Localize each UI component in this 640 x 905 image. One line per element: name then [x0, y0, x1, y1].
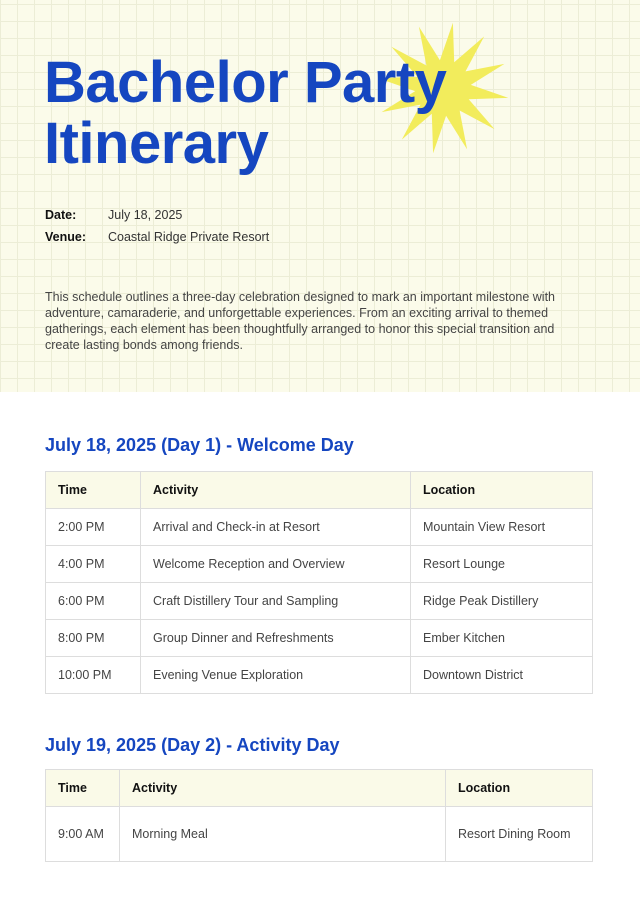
col-activity: Activity [141, 472, 411, 509]
table-row [46, 807, 593, 862]
title-line-2: Itinerary [44, 111, 269, 176]
cell-time: 2:00 PM [46, 509, 141, 546]
cell-time: 9:00 AM [46, 807, 120, 862]
day1-table [45, 471, 593, 694]
cell-time: 6:00 PM [46, 583, 141, 620]
table-row [46, 657, 593, 694]
table-row [46, 583, 593, 620]
day2-table [45, 769, 593, 862]
cell-activity: Craft Distillery Tour and Sampling [141, 583, 411, 620]
cell-location: Ridge Peak Distillery [411, 583, 593, 620]
intro-paragraph: This schedule outlines a three-day celebration designed to mark an important milestone with adventure, camaraderie, and unforgettable experiences. From an exciting arrival to themed gatherings, each element has been thoughtfully arranged to honor this special transition and create lasting bonds among friends. [45, 290, 555, 352]
col-activity: Activity [120, 770, 446, 807]
cell-time: 4:00 PM [46, 546, 141, 583]
cell-location: Downtown District [411, 657, 593, 694]
header-section [0, 0, 640, 392]
col-location: Location [411, 472, 593, 509]
venue-value: Coastal Ridge Private Resort [108, 230, 270, 244]
table-row [46, 546, 593, 583]
cell-activity: Morning Meal [120, 807, 446, 862]
table-header [46, 472, 593, 509]
cell-location: Mountain View Resort [411, 509, 593, 546]
col-time: Time [46, 472, 141, 509]
cell-location: Ember Kitchen [411, 620, 593, 657]
table-header [46, 770, 593, 807]
cell-activity: Group Dinner and Refreshments [141, 620, 411, 657]
venue-label: Venue: [45, 230, 86, 244]
venue-row [45, 230, 269, 244]
date-row [45, 208, 182, 222]
cell-time: 8:00 PM [46, 620, 141, 657]
cell-activity: Arrival and Check-in at Resort [141, 509, 411, 546]
cell-activity: Welcome Reception and Overview [141, 546, 411, 583]
day1-heading: July 18, 2025 (Day 1) - Welcome Day [45, 435, 354, 455]
col-time: Time [46, 770, 120, 807]
page-title [44, 52, 446, 174]
title-line-1: Bachelor Party [44, 50, 447, 115]
day2-heading: July 19, 2025 (Day 2) - Activity Day [45, 735, 340, 755]
date-label: Date: [45, 208, 77, 222]
cell-location: Resort Dining Room [446, 807, 593, 862]
cell-location: Resort Lounge [411, 546, 593, 583]
col-location: Location [446, 770, 593, 807]
table-row [46, 509, 593, 546]
table-row [46, 620, 593, 657]
cell-activity: Evening Venue Exploration [141, 657, 411, 694]
cell-time: 10:00 PM [46, 657, 141, 694]
date-value: July 18, 2025 [108, 208, 183, 222]
